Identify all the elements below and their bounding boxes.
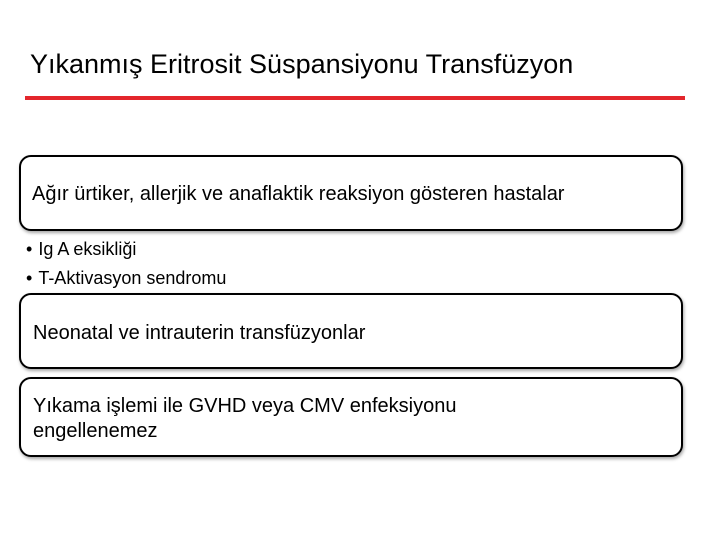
sub-item-list (26, 235, 226, 293)
title-underline (25, 96, 685, 100)
info-box-text: Neonatal ve intrauterin transfüzyonlar (33, 322, 366, 344)
sub-item-label: Ig A eksikliği (38, 239, 137, 259)
sub-item-iga-deficiency (26, 235, 226, 264)
info-box-text: Ağır ürtiker, allerjik ve anaflaktik reaksiyon gösteren hastalar (32, 183, 565, 205)
bullet-icon: • (26, 268, 33, 288)
sub-item-label: T-Aktivasyon sendromu (38, 268, 227, 288)
slide-title: Yıkanmış Eritrosit Süspansiyonu Transfüzyon (30, 49, 574, 79)
bullet-icon: • (26, 239, 33, 259)
info-box-allergic-patients (19, 155, 683, 231)
info-box-gvhd-cmv (19, 377, 683, 457)
sub-item-t-activation (26, 264, 226, 293)
info-box-neonatal (19, 293, 683, 369)
info-box-text: Yıkama işlemi ile GVHD veya CMV enfeksiyonu engellenemez (33, 395, 457, 442)
